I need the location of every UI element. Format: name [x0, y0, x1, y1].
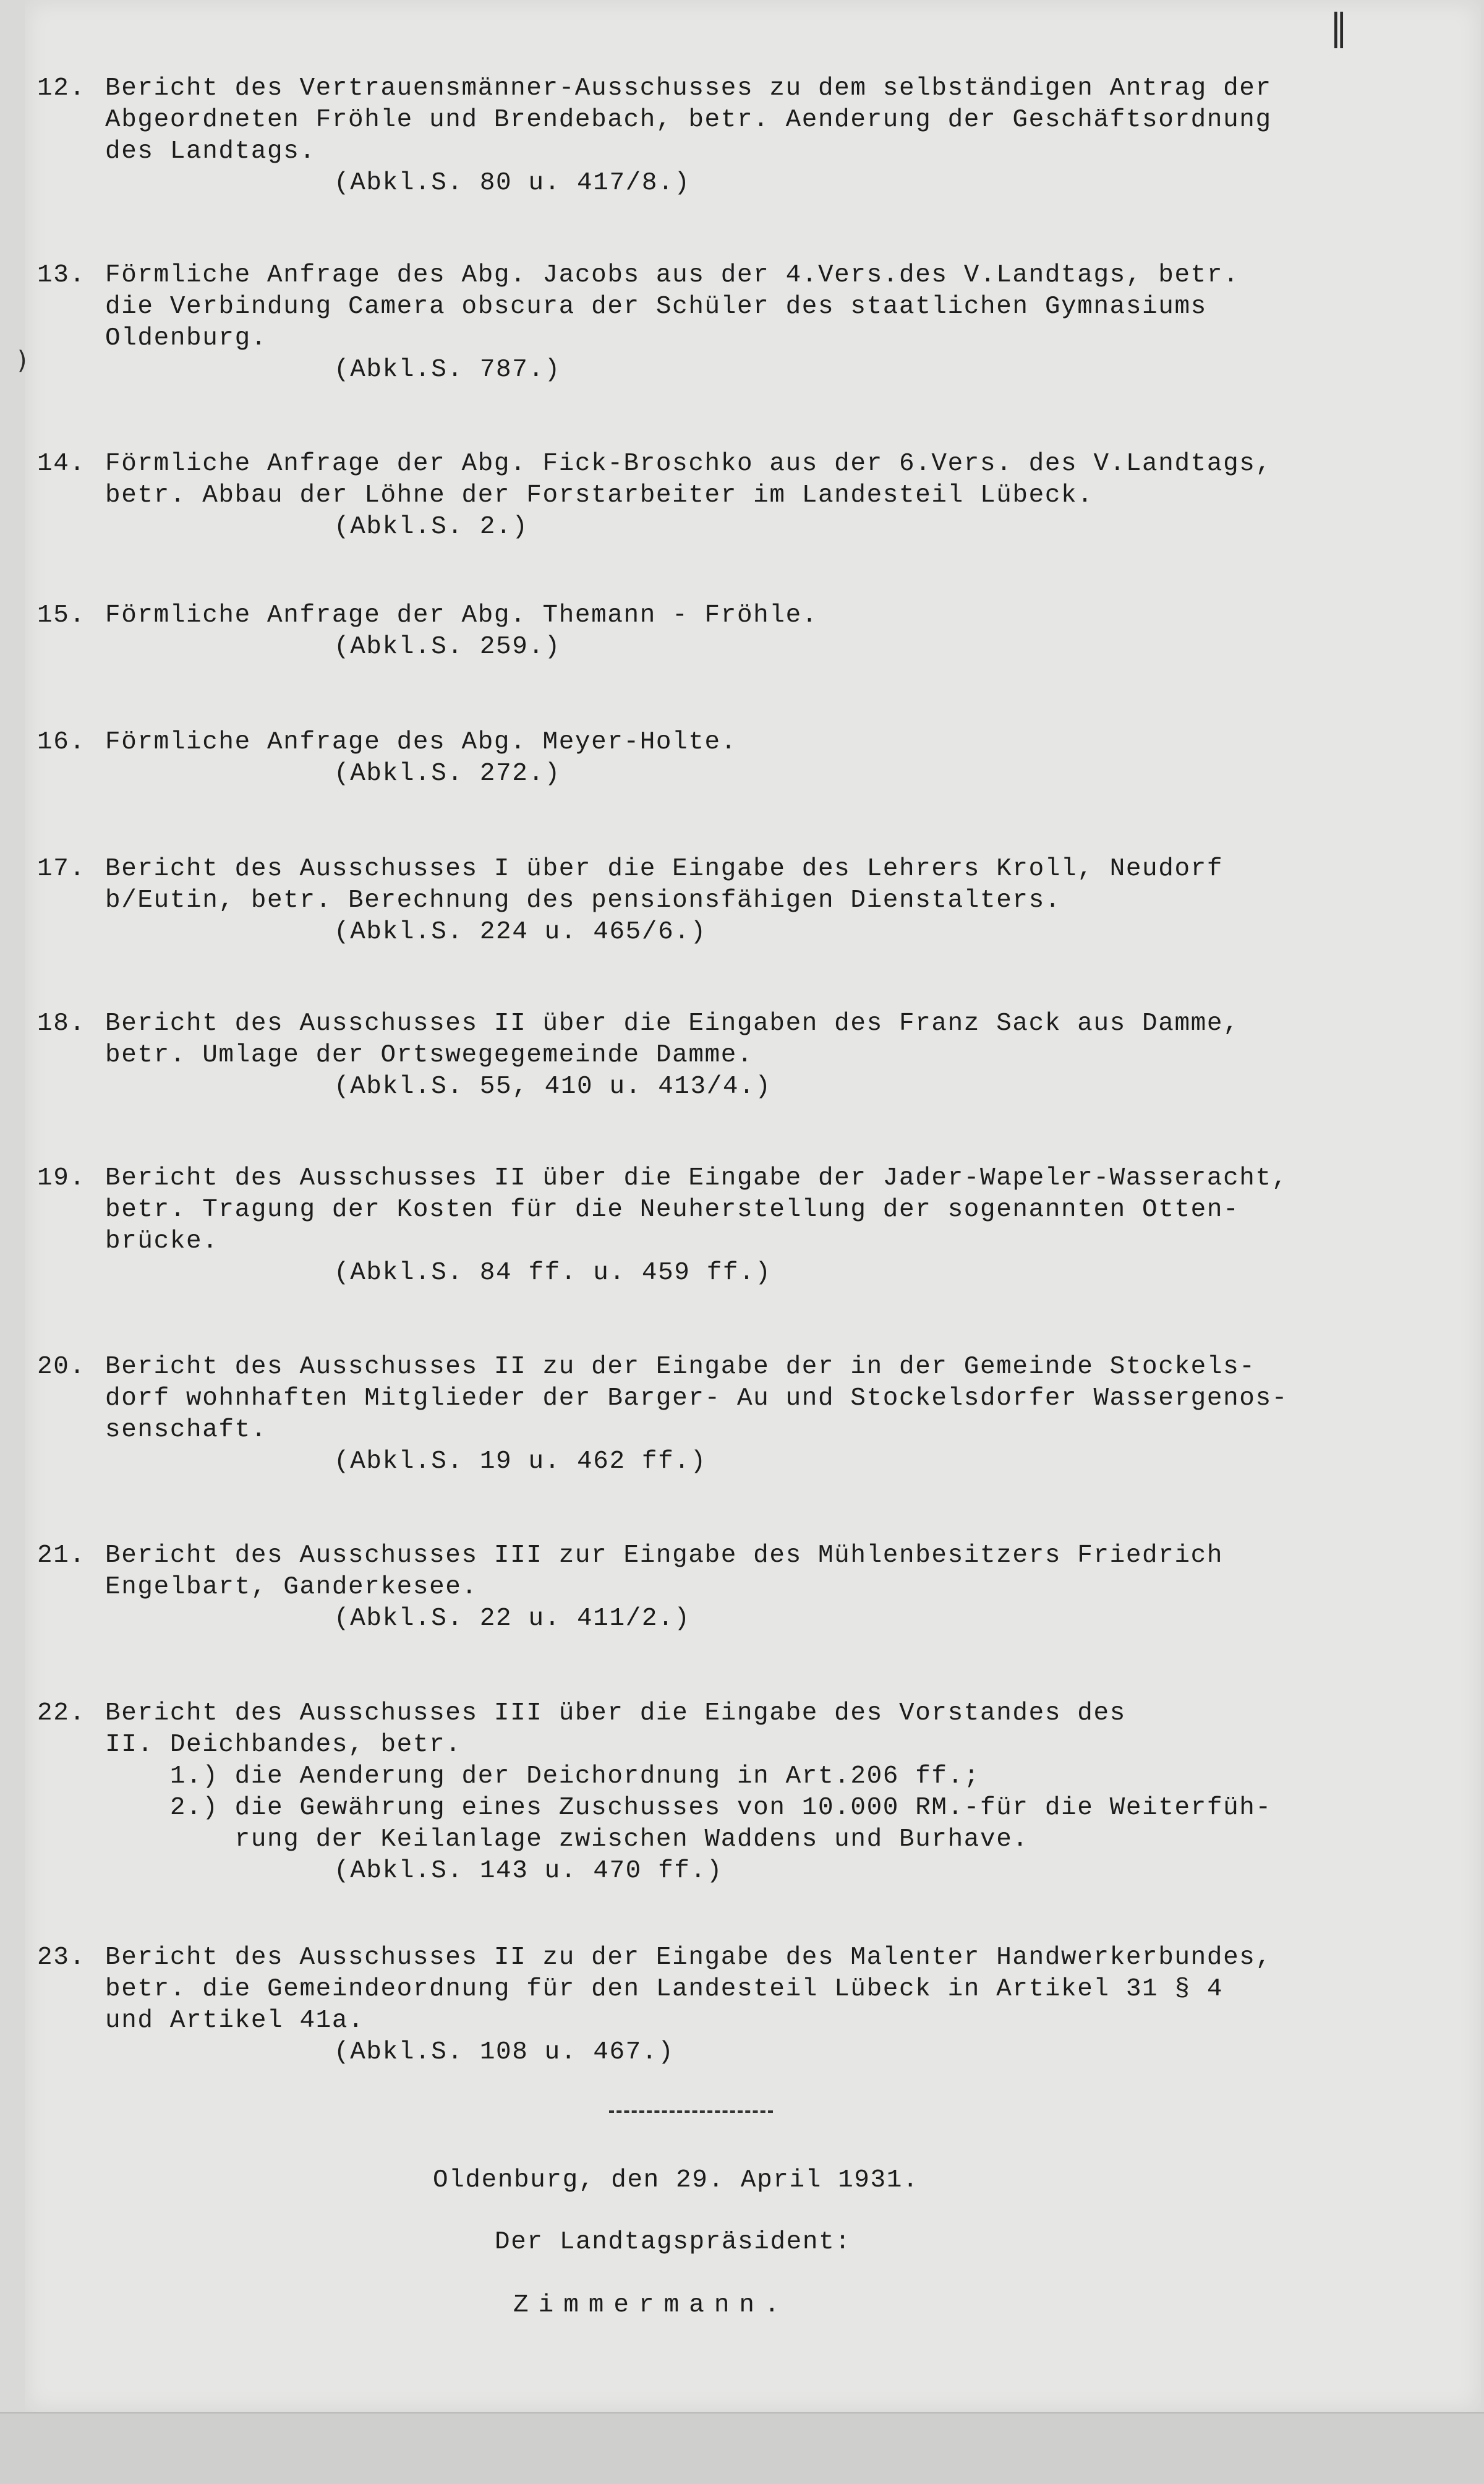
item-reference: (Abkl.S. 143 u. 470 ff.)	[334, 1857, 723, 1885]
item-text-line: betr. Abbau der Löhne der Forstarbeiter im Landesteil Lübeck.	[105, 481, 1094, 510]
item-text-line: dorf wohnhaften Mitglieder der Barger- Au und Stockelsdorfer Wassergenos-	[105, 1384, 1288, 1413]
item-reference: (Abkl.S. 787.)	[334, 356, 561, 384]
item-body	[105, 260, 1472, 386]
item-text-line: Bericht des Vertrauensmänner-Ausschusses zu dem selbständigen Antrag der	[105, 74, 1272, 103]
item-text-line: die Verbindung Camera obscura der Schüler des staatlichen Gymnasiums	[105, 293, 1207, 321]
item-number: 15.	[37, 601, 86, 630]
item-number: 16.	[37, 728, 86, 756]
item-text-line: II. Deichbandes, betr.	[105, 1731, 462, 1759]
page-bottom-edge	[0, 2412, 1484, 2484]
item-body	[105, 1163, 1472, 1289]
item-body	[105, 448, 1472, 543]
item-reference: (Abkl.S. 108 u. 467.)	[334, 2038, 675, 2066]
item-text-line: des Landtags.	[105, 137, 316, 166]
item-text-line: Förmliche Anfrage der Abg. Fick-Broschko aus der 6.Vers. des V.Landtags,	[105, 450, 1272, 478]
item-reference: (Abkl.S. 2.)	[334, 513, 529, 541]
item-text-line: Bericht des Ausschusses II zu der Eingabe der in der Gemeinde Stockels-	[105, 1353, 1256, 1381]
item-number: 19.	[37, 1164, 86, 1193]
item-number: 20.	[37, 1353, 86, 1381]
item-text-line: Bericht des Ausschusses I über die Eingabe des Lehrers Kroll, Neudorf	[105, 855, 1224, 883]
item-text-line: b/Eutin, betr. Berechnung des pensionsfähigen Dienstalters.	[105, 886, 1062, 915]
item-text-line: und Artikel 41a.	[105, 2006, 365, 2035]
item-text-line: senschaft.	[105, 1416, 268, 1444]
item-subpoint: 2.) die Gewährung eines Zuschusses von 10.000 RM.-für die Weiterfüh-	[105, 1794, 1272, 1822]
signature-title: Der Landtagspräsident:	[495, 2228, 851, 2256]
item-number: 12.	[37, 74, 86, 103]
item-body	[105, 1942, 1472, 2068]
item-body	[105, 600, 1472, 663]
item-reference: (Abkl.S. 80 u. 417/8.)	[334, 169, 691, 197]
item-body	[105, 1540, 1472, 1635]
item-text-line: Bericht des Ausschusses III über die Eingabe des Vorstandes des	[105, 1699, 1126, 1728]
item-reference: (Abkl.S. 19 u. 462 ff.)	[334, 1447, 707, 1476]
item-number: 17.	[37, 855, 86, 883]
item-reference: (Abkl.S. 84 ff. u. 459 ff.)	[334, 1259, 772, 1287]
signature-name: Zimmermann.	[513, 2291, 790, 2319]
item-body	[105, 854, 1472, 948]
item-subpoint: rung der Keilanlage zwischen Waddens und Burhave.	[105, 1825, 1029, 1854]
item-reference: (Abkl.S. 272.)	[334, 760, 561, 788]
item-reference: (Abkl.S. 259.)	[334, 633, 561, 661]
item-text-line: Förmliche Anfrage der Abg. Themann - Fröhle.	[105, 601, 818, 630]
item-number: 22.	[37, 1699, 86, 1728]
item-number: 18.	[37, 1009, 86, 1038]
item-text-line: Bericht des Ausschusses II über die Eingaben des Franz Sack aus Damme,	[105, 1009, 1240, 1038]
item-subpoint: 1.) die Aenderung der Deichordnung in Art.206 ff.;	[105, 1762, 981, 1791]
item-body	[105, 1008, 1472, 1103]
item-text-line: Förmliche Anfrage des Abg. Jacobs aus der 4.Vers.des V.Landtags, betr.	[105, 261, 1240, 289]
item-body	[105, 1698, 1472, 1887]
item-text-line: Bericht des Ausschusses II zu der Eingabe des Malenter Handwerkerbundes,	[105, 1943, 1272, 1972]
item-number: 21.	[37, 1541, 86, 1570]
item-text-line: brücke.	[105, 1227, 219, 1256]
item-body	[105, 727, 1472, 790]
separator-line	[609, 2110, 773, 2113]
item-text-line: Bericht des Ausschusses III zur Eingabe des Mühlenbesitzers Friedrich	[105, 1541, 1224, 1570]
item-text-line: Förmliche Anfrage des Abg. Meyer-Holte.	[105, 728, 737, 756]
item-reference: (Abkl.S. 224 u. 465/6.)	[334, 918, 707, 946]
item-reference: (Abkl.S. 55, 410 u. 413/4.)	[334, 1073, 772, 1101]
place-date: Oldenburg, den 29. April 1931.	[433, 2166, 919, 2195]
item-text-line: betr. Umlage der Ortswegegemeinde Damme.	[105, 1041, 754, 1069]
item-text-line: Abgeordneten Fröhle und Brendebach, betr. Aenderung der Geschäftsordnung	[105, 106, 1272, 134]
item-text-line: betr. die Gemeindeordnung für den Landesteil Lübeck in Artikel 31 § 4	[105, 1975, 1224, 2003]
item-reference: (Abkl.S. 22 u. 411/2.)	[334, 1604, 691, 1633]
item-body	[105, 73, 1472, 199]
item-number: 13.	[37, 261, 86, 289]
handwritten-mark-icon: ∥	[1329, 6, 1348, 49]
item-body	[105, 1351, 1472, 1478]
item-text-line: betr. Tragung der Kosten für die Neuherstellung der sogenannten Otten-	[105, 1196, 1240, 1224]
item-text-line: Bericht des Ausschusses II über die Eingabe der Jader-Wapeler-Wasseracht,	[105, 1164, 1288, 1193]
item-text-line: Oldenburg.	[105, 324, 268, 353]
item-number: 14.	[37, 450, 86, 478]
item-text-line: Engelbart, Ganderkesee.	[105, 1573, 478, 1601]
item-number: 23.	[37, 1943, 86, 1972]
margin-bracket-icon: )	[17, 346, 27, 375]
